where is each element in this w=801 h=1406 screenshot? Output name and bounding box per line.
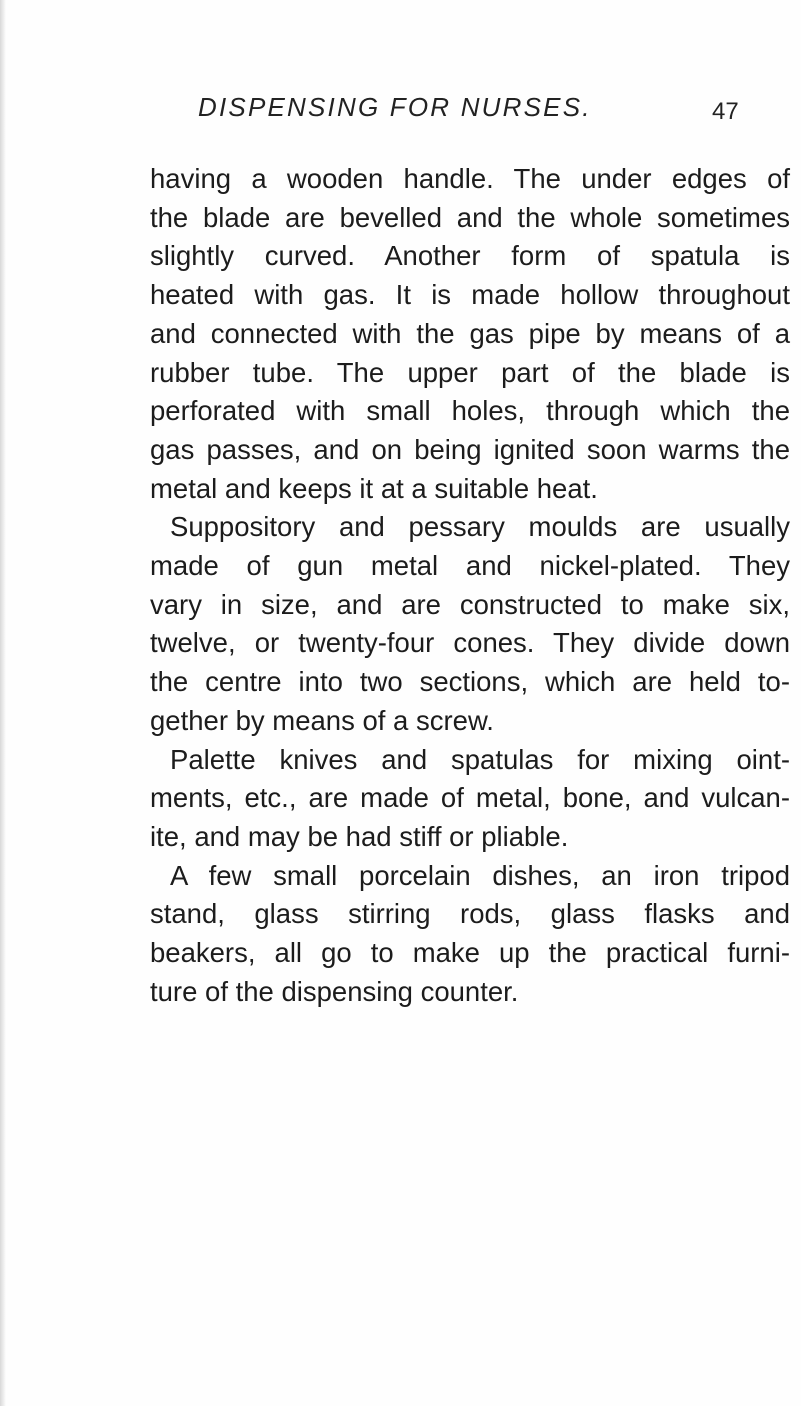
- page-number: 47: [712, 98, 739, 125]
- text-line: having a wooden handle. The under edges of: [150, 163, 790, 194]
- paragraph-start-line: Suppository and pessary moulds are usually: [170, 511, 790, 543]
- text-line: gas passes, and on being ignited soon warms the: [150, 433, 790, 465]
- text-line: made of gun metal and nickel-plated. They: [150, 550, 790, 582]
- text-line: stand, glass stirring rods, glass flasks and: [150, 898, 790, 930]
- paragraph-end-line: metal and keeps it at a suitable heat.: [150, 472, 598, 504]
- text-line: and connected with the gas pipe by means of a: [150, 317, 790, 349]
- running-head: [0, 92, 801, 132]
- running-title: DISPENSING FOR NURSES.: [198, 92, 592, 122]
- paragraph-end-line: ture of the dispensing counter.: [150, 975, 519, 1007]
- text-line: twelve, or twenty-four cones. They divide down: [150, 627, 790, 659]
- page-binding-edge: [0, 0, 6, 1406]
- text-line: slightly curved. Another form of spatula is: [150, 240, 790, 272]
- text-line: vary in size, and are constructed to make six,: [150, 588, 790, 620]
- text-line: perforated with small holes, through which the: [150, 395, 790, 427]
- text-line: rubber tube. The upper part of the blade is: [150, 356, 790, 388]
- text-line: beakers, all go to make up the practical furni-: [150, 937, 790, 969]
- body-text: [150, 160, 790, 1011]
- paragraph-start-line: A few small porcelain dishes, an iron tripod: [170, 859, 790, 891]
- paragraph-start-line: Palette knives and spatulas for mixing oint-: [170, 743, 790, 775]
- text-line: the blade are bevelled and the whole sometimes: [150, 201, 790, 233]
- text-line: heated with gas. It is made hollow throughout: [150, 279, 790, 311]
- paragraph-end-line: gether by means of a screw.: [150, 704, 494, 736]
- paragraph-end-line: ite, and may be had stiff or pliable.: [150, 820, 569, 852]
- text-line: ments, etc., are made of metal, bone, and vulcan-: [150, 782, 790, 814]
- text-line: the centre into two sections, which are held to-: [150, 666, 790, 698]
